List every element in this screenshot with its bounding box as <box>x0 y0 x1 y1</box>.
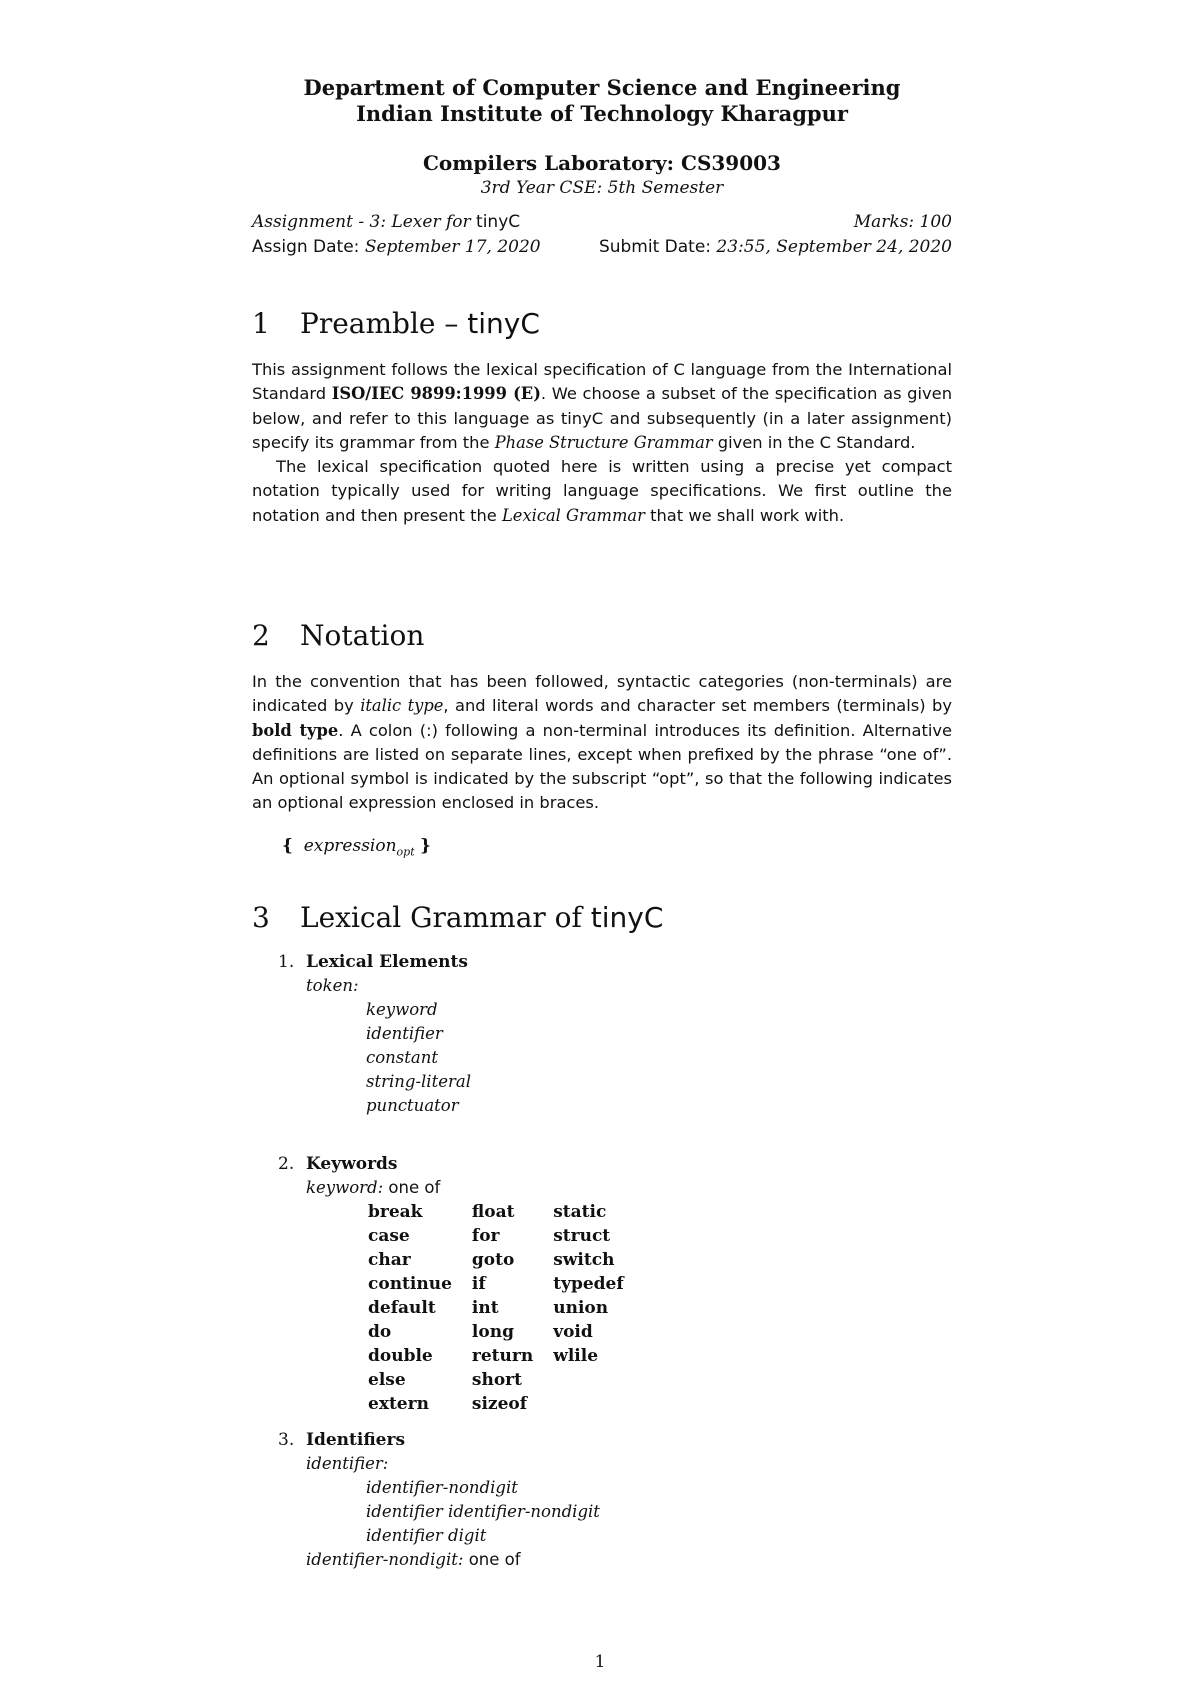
keyword-cell: if <box>471 1274 486 1294</box>
keyword-cell: return <box>471 1346 534 1366</box>
section-preamble <box>252 308 952 528</box>
keyword-cell: do <box>368 1322 392 1342</box>
section-2-heading: 2 Notation <box>252 619 425 652</box>
department-title: Department of Computer Science and Engineering <box>303 75 901 100</box>
keyword-cell: long <box>471 1322 514 1342</box>
keyword-row <box>368 1200 644 1224</box>
submit-date-line: Submit Date: 23:55, September 24, 2020 <box>598 237 952 257</box>
course-block <box>252 150 952 198</box>
keyword-cell: double <box>368 1346 433 1366</box>
keyword-cell: void <box>553 1322 593 1342</box>
section-3-heading: 3 Lexical Grammar of tinyC <box>252 901 664 934</box>
keyword-cell: default <box>368 1298 436 1318</box>
semester-line: 3rd Year CSE: 5th Semester <box>480 178 724 198</box>
keyword-cell: struct <box>553 1226 611 1246</box>
keyword-cell: union <box>553 1298 609 1318</box>
keyword-row <box>368 1320 644 1344</box>
keyword-cell <box>553 1368 643 1392</box>
preamble-paragraph-1: This assignment follows the lexical specification of C language from the International Standard ISO/IEC 9899:1999 (E). We choose a subset of the specification as given below, and refer to this language as tinyC and subsequently (in a later assignment) specify its grammar from the Phase Structure Grammar given in the C Standard. <box>252 360 953 452</box>
keyword-row <box>368 1224 644 1248</box>
list-item-keywords: 2. Keywords keyword: one of break float static case for struct char goto switch continue if typedef default int union do long void double return wlile else short extern sizeof <box>278 1154 952 1416</box>
keyword-cell: int <box>471 1298 499 1318</box>
keyword-cell: wlile <box>553 1346 599 1366</box>
token-rule: token: keyword identifier constant string-literal punctuator <box>306 976 471 1115</box>
section-notation <box>252 620 952 858</box>
keyword-table <box>368 1200 644 1416</box>
section-1-heading: 1 Preamble – tinyC <box>252 307 540 340</box>
keyword-row <box>368 1248 644 1272</box>
keyword-row <box>368 1392 644 1416</box>
keyword-cell: continue <box>368 1274 452 1294</box>
keyword-cell: float <box>471 1202 515 1222</box>
page-number: 1 <box>594 1652 606 1672</box>
marks-line: Marks: 100 <box>853 212 952 232</box>
keyword-cell: typedef <box>553 1274 624 1294</box>
keyword-cell: short <box>471 1370 522 1390</box>
keyword-rule: keyword: one of <box>306 1178 441 1197</box>
optional-example: { expression$_{opt}$ } <box>282 835 431 859</box>
keyword-row <box>368 1344 644 1368</box>
keyword-cell: else <box>368 1370 406 1390</box>
keyword-row <box>368 1272 644 1296</box>
title-block <box>252 75 952 127</box>
course-title: Compilers Laboratory: CS39003 <box>423 151 781 175</box>
keyword-cell: for <box>471 1226 500 1246</box>
keyword-cell: static <box>553 1202 607 1222</box>
keyword-cell: goto <box>471 1250 515 1270</box>
keyword-cell: break <box>368 1202 423 1222</box>
assign-date-line: Assign Date: September 17, 2020 <box>252 237 541 257</box>
assignment-line: Assignment - 3: Lexer for tinyC <box>252 212 521 232</box>
list-item-identifiers: 3. Identifiers identifier: identifier-nondigit identifier identifier-nondigit identifier digit identifier-nondigit: one of <box>278 1430 952 1572</box>
assignment-meta <box>252 210 952 260</box>
notation-paragraph: In the convention that has been followed, syntactic categories (non-terminals) are indicated by italic type, and literal words and character set members (terminals) by bold type. A colon (:) following a non-terminal introduces its definition. Alternative definitions are listed on separate lines, except when prefixed by the phrase “one of”. An optional symbol is indicated by the subscript “opt”, so that the following indicates an optional expression enclosed in braces. <box>252 672 953 813</box>
keyword-row <box>368 1296 644 1320</box>
keyword-cell <box>553 1392 643 1416</box>
list-item-lexical-elements: 1. Lexical Elements token: keyword identifier constant string-literal punctuator <box>278 952 952 1118</box>
preamble-paragraph-2: The lexical specification quoted here is written using a precise yet compact notation typically used for writing language specifications. We first outline the notation and then present the Lexical Grammar that we shall work with. <box>252 457 952 525</box>
keyword-cell: case <box>368 1226 410 1246</box>
identifier-rule: identifier: identifier-nondigit identifier identifier-nondigit identifier digit identifier-nondigit: one of <box>306 1454 600 1569</box>
section-lexical-grammar <box>252 902 952 1572</box>
keyword-cell: switch <box>553 1250 615 1270</box>
keyword-cell: sizeof <box>471 1394 528 1414</box>
keyword-cell: extern <box>368 1394 429 1414</box>
institute-title: Indian Institute of Technology Kharagpur <box>356 101 848 126</box>
keyword-cell: char <box>368 1250 411 1270</box>
keyword-row <box>368 1368 644 1392</box>
